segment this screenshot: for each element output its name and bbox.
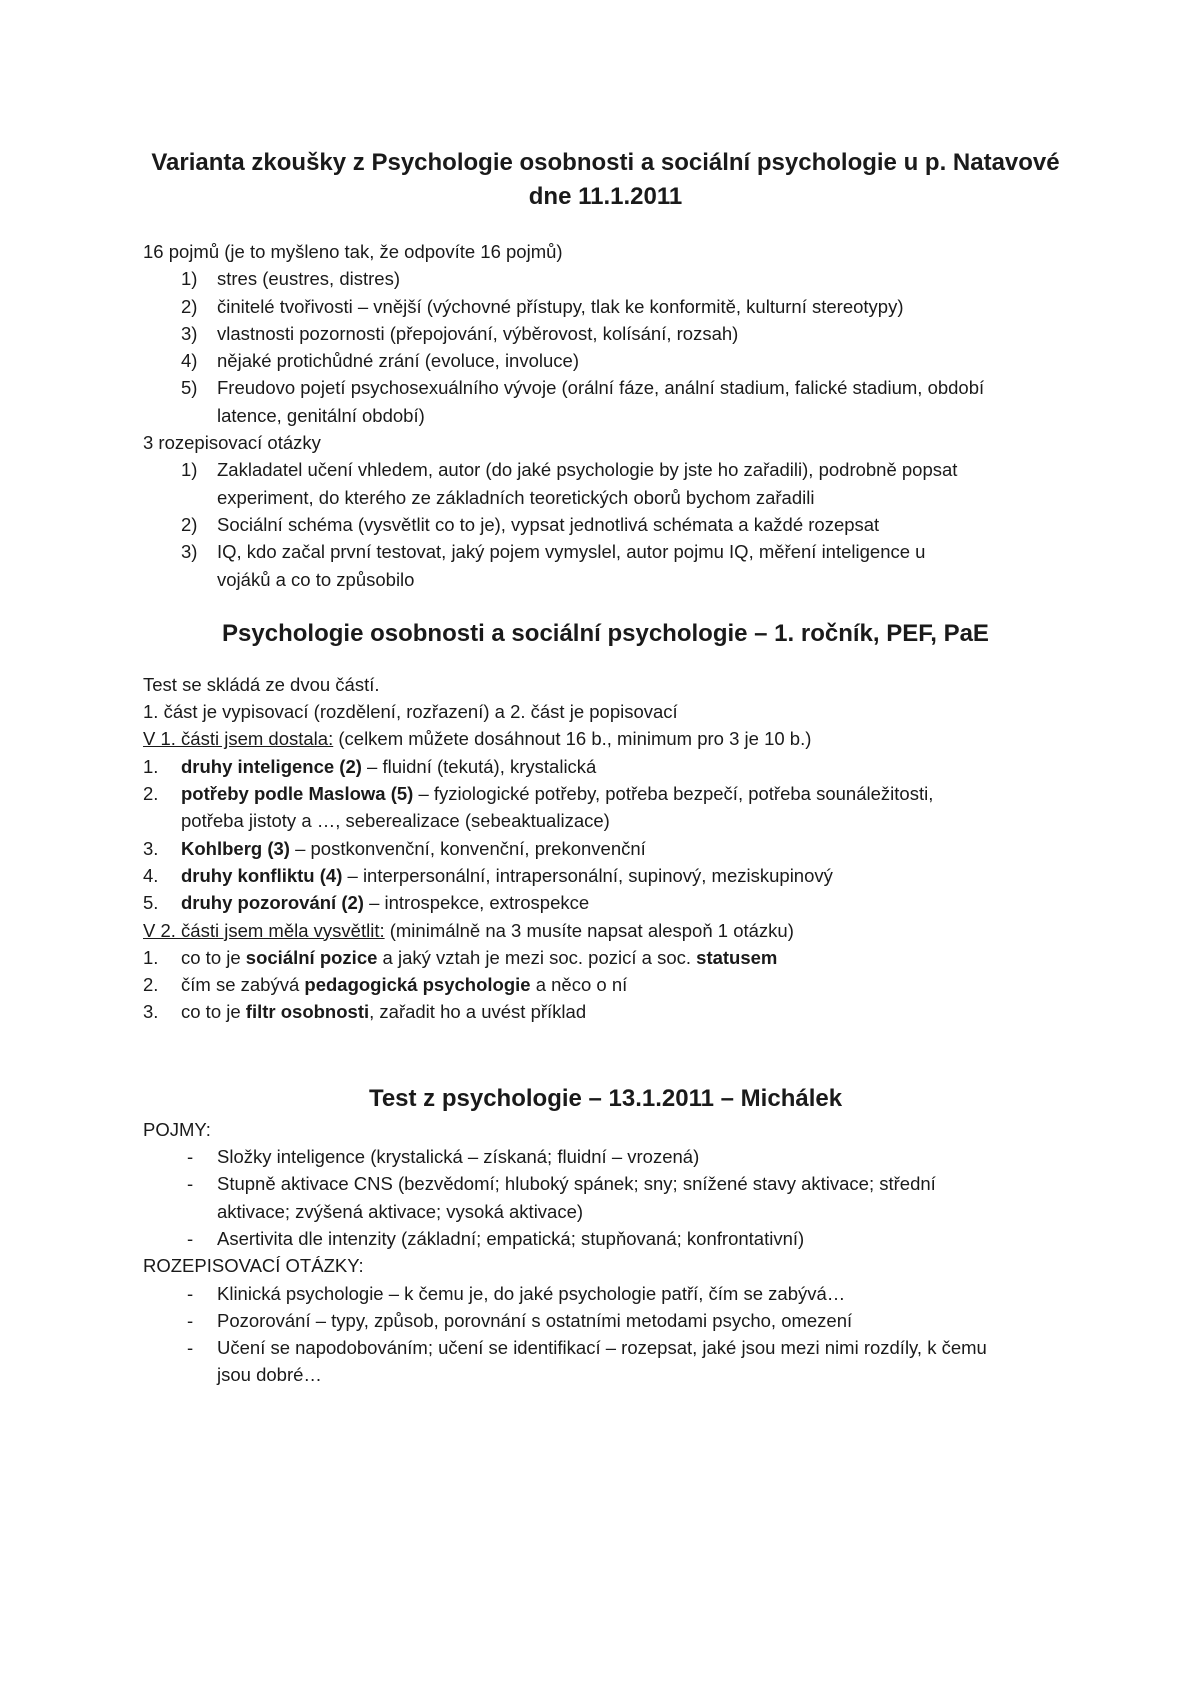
list-item: 1. druhy inteligence (2) – fluidní (tekutá), krystalická [143,755,597,777]
questions-list [143,456,1068,592]
pojmy-list [143,1143,1068,1252]
list-item: 3) vlastnosti pozornosti (přepojování, výběrovost, kolísání, rozsah) [181,322,739,344]
list-item: - Klinická psychologie – k čemu je, do jaké psychologie patří, čím se zabývá… [187,1282,846,1304]
part1-heading: V 1. části jsem dostala: (celkem můžete dosáhnout 16 b., minimum pro 3 je 10 b.) [143,728,812,750]
list-item: 4) nějaké protichůdné zrání (evoluce, involuce) [181,350,579,372]
questions-heading: 3 rozepisovací otázky [143,432,321,454]
section1-title-line1: Varianta zkoušky z Psychologie osobnosti a sociální psychologie u p. Natavové [151,149,1060,176]
list-item: 2) činitelé tvořivosti – vnější (výchovné přístupy, tlak ke konformitě, kulturní stereotypy) [181,295,904,317]
section1-title-line2: dne 11.1.2011 [528,183,683,210]
section1-title [143,146,1068,214]
part1-list [143,753,1068,917]
list-item: 1) stres (eustres, distres) [181,268,400,290]
list-item: 4. druhy konfliktu (4) – interpersonální, intrapersonální, supinový, meziskupinový [143,864,833,886]
list-item: - Pozorování – typy, způsob, porovnání s ostatními metodami psycho, omezení [187,1309,853,1331]
list-item: 3) IQ, kdo začal první testovat, jaký pojem vymyslel, autor pojmu IQ, měření inteligence u vojáků a co to způsobilo [181,541,926,590]
list-item: 5) Freudovo pojetí psychosexuálního vývoje (orální fáze, anální stadium, falické stadium, období latence, genitální období) [181,377,985,426]
list-item: 3. Kohlberg (3) – postkonvenční, konvenční, prekonvenční [143,837,646,859]
list-item: - Asertivita dle intenzity (základní; empatická; stupňovaná; konfrontativní) [187,1227,805,1249]
section2-title: Psychologie osobnosti a sociální psychologie – 1. ročník, PEF, PaE [222,619,989,647]
section1-intro: 16 pojmů (je to myšleno tak, že odpovíte 16 pojmů) [143,241,563,262]
part2-list [143,944,1068,1026]
list-item: 2. potřeby podle Maslowa (5) – fyziologické potřeby, potřeba bezpečí, potřeba sounáležitosti, potřeba jistoty a …, seberealizace (sebeaktualizace) [143,783,934,832]
list-item: 3. co to je filtr osobnosti, zařadit ho a uvést příklad [143,1001,587,1023]
list-item: - Učení se napodobováním; učení se identifikací – rozepsat, jaké jsou mezi nimi rozdíly, k čemu jsou dobré… [187,1337,987,1386]
otazky-list [143,1280,1068,1389]
section2-line1: Test se skládá ze dvou částí. [143,673,380,695]
document-page [143,0,1068,1389]
list-item: 1. co to je sociální pozice a jaký vztah je mezi soc. pozicí a soc. statusem [143,946,778,968]
list-item: 2) Sociální schéma (vysvětlit co to je), vypsat jednotlivá schémata a každé rozepsat [181,513,880,535]
part2-heading: V 2. části jsem měla vysvětlit: (minimálně na 3 musíte napsat alespoň 1 otázku) [143,919,794,941]
list-item: - Složky inteligence (krystalická – získaná; fluidní – vrozená) [187,1146,700,1168]
section3-title: Test z psychologie – 13.1.2011 – Michálek [368,1084,843,1112]
list-item: 1) Zakladatel učení vhledem, autor (do jaké psychologie by jste ho zařadili), podrobně popsat experiment, do kterého ze základních teoretických oborů bychom zařadili [181,459,958,508]
list-item: - Stupně aktivace CNS (bezvědomí; hluboký spánek; sny; snížené stavy aktivace; střední aktivace; zvýšená aktivace; vysoká aktivace) [187,1173,936,1222]
terms-list [143,265,1068,429]
pojmy-heading: POJMY: [143,1118,211,1140]
section2-line2: 1. část je vypisovací (rozdělení, rozřazení) a 2. část je popisovací [143,701,678,723]
otazky-heading: ROZEPISOVACÍ OTÁZKY: [143,1255,364,1277]
list-item: 5. druhy pozorování (2) – introspekce, extrospekce [143,892,590,914]
list-item: 2. čím se zabývá pedagogická psychologie a něco o ní [143,974,628,996]
